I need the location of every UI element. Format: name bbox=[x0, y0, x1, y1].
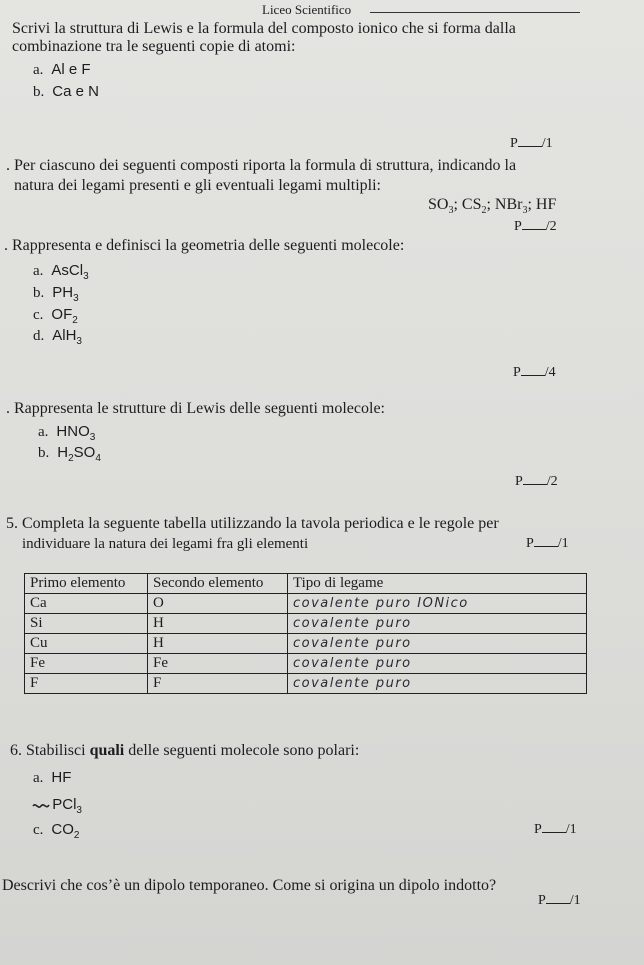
q4-item-b: b. $H_2SO_4$ bbox=[38, 444, 101, 464]
table-row bbox=[25, 594, 587, 614]
q1-text-line1: Scrivi la struttura di Lewis e la formula del composto ionico che si forma dalla bbox=[12, 20, 516, 37]
q2-compounds: $SO_3$; $CS_2$; NBr$_3$; HF bbox=[428, 196, 557, 217]
table-row bbox=[25, 634, 587, 654]
q6-score: P /1 bbox=[534, 822, 577, 837]
table-header-row bbox=[25, 574, 587, 594]
q6-score-blank bbox=[542, 822, 566, 833]
q1-item-a: a. Al e F bbox=[33, 61, 91, 78]
q3-text: . Rappresenta e definisci la geometria delle seguenti molecole: bbox=[4, 237, 405, 254]
q1-item-b: b. Ca e N bbox=[33, 83, 99, 100]
table-cell: Si bbox=[25, 614, 148, 634]
table-header-bond-type: Tipo di legame bbox=[288, 574, 587, 594]
table-cell: H bbox=[148, 614, 288, 634]
q4-score-blank bbox=[523, 474, 547, 485]
q3-item-d: d. AlH$_3$ bbox=[33, 327, 82, 347]
q2-text-line2: natura dei legami presenti e gli eventuali legami multipli: bbox=[14, 177, 381, 194]
q5-text-line1: 5. Completa la seguente tabella utilizzando la tavola periodica e le regole per bbox=[6, 515, 499, 532]
q6-item-b: PCl$_3$ bbox=[52, 796, 82, 816]
q3-item-c: c. $OF_2$ bbox=[33, 306, 78, 326]
q6-item-c: c. $CO_2$ bbox=[33, 821, 80, 841]
q4-score: P /2 bbox=[515, 474, 558, 489]
table-header-first-element: Primo elemento bbox=[25, 574, 148, 594]
handwritten-answer[interactable]: covalente puro bbox=[288, 674, 587, 694]
handwritten-answer[interactable]: covalente puro bbox=[288, 634, 587, 654]
table-cell: F bbox=[25, 674, 148, 694]
q7-score: P /1 bbox=[538, 893, 581, 908]
q5-score-blank bbox=[534, 536, 558, 547]
table-cell: Fe bbox=[148, 654, 288, 674]
table-cell: Fe bbox=[25, 654, 148, 674]
table-cell: H bbox=[148, 634, 288, 654]
table-row bbox=[25, 654, 587, 674]
table-row bbox=[25, 674, 587, 694]
q7-text: Descrivi che cos’è un dipolo temporaneo. Come si origina un dipolo indotto? bbox=[2, 877, 497, 894]
q5-text-line2: individuare la natura dei legami fra gli elementi bbox=[22, 536, 309, 552]
table-cell: Cu bbox=[25, 634, 148, 654]
handwritten-answer[interactable]: covalente puro bbox=[288, 614, 587, 634]
q1-score: P /1 bbox=[510, 136, 553, 151]
table-cell: Ca bbox=[25, 594, 148, 614]
q6-text: 6. Stabilisci quali delle seguenti molecole sono polari: bbox=[10, 742, 360, 759]
q3-item-a: a. AsCl$_3$ bbox=[33, 262, 89, 282]
q1-score-blank bbox=[518, 136, 542, 147]
handwritten-answer[interactable]: covalente puro IONico bbox=[288, 594, 587, 614]
school-header: Liceo Scientifico bbox=[262, 2, 352, 17]
table-row bbox=[25, 614, 587, 634]
q3-score: P /4 bbox=[513, 365, 556, 380]
q5-score: P /1 bbox=[526, 536, 569, 551]
bond-type-table bbox=[24, 573, 587, 694]
q1-text-line2: combinazione tra le seguenti copie di atomi: bbox=[12, 38, 296, 55]
header-rule bbox=[370, 12, 580, 13]
q6-item-a: a. HF bbox=[33, 769, 72, 786]
table-header-second-element: Secondo elemento bbox=[148, 574, 288, 594]
table-cell: O bbox=[148, 594, 288, 614]
q4-item-a: a. $HNO_3$ bbox=[38, 423, 96, 443]
q7-score-blank bbox=[546, 893, 570, 904]
q3-score-blank bbox=[521, 365, 545, 376]
table-cell: F bbox=[148, 674, 288, 694]
q3-item-b: b. $PH_3$ bbox=[33, 284, 79, 304]
q2-score-blank bbox=[522, 219, 546, 230]
q2-text-line1: . Per ciascuno dei seguenti composti riporta la formula di struttura, indicando la bbox=[6, 157, 517, 174]
q2-score: P /2 bbox=[514, 219, 557, 234]
handwritten-answer[interactable]: covalente puro bbox=[288, 654, 587, 674]
q4-text: . Rappresenta le strutture di Lewis delle seguenti molecole: bbox=[6, 400, 385, 417]
